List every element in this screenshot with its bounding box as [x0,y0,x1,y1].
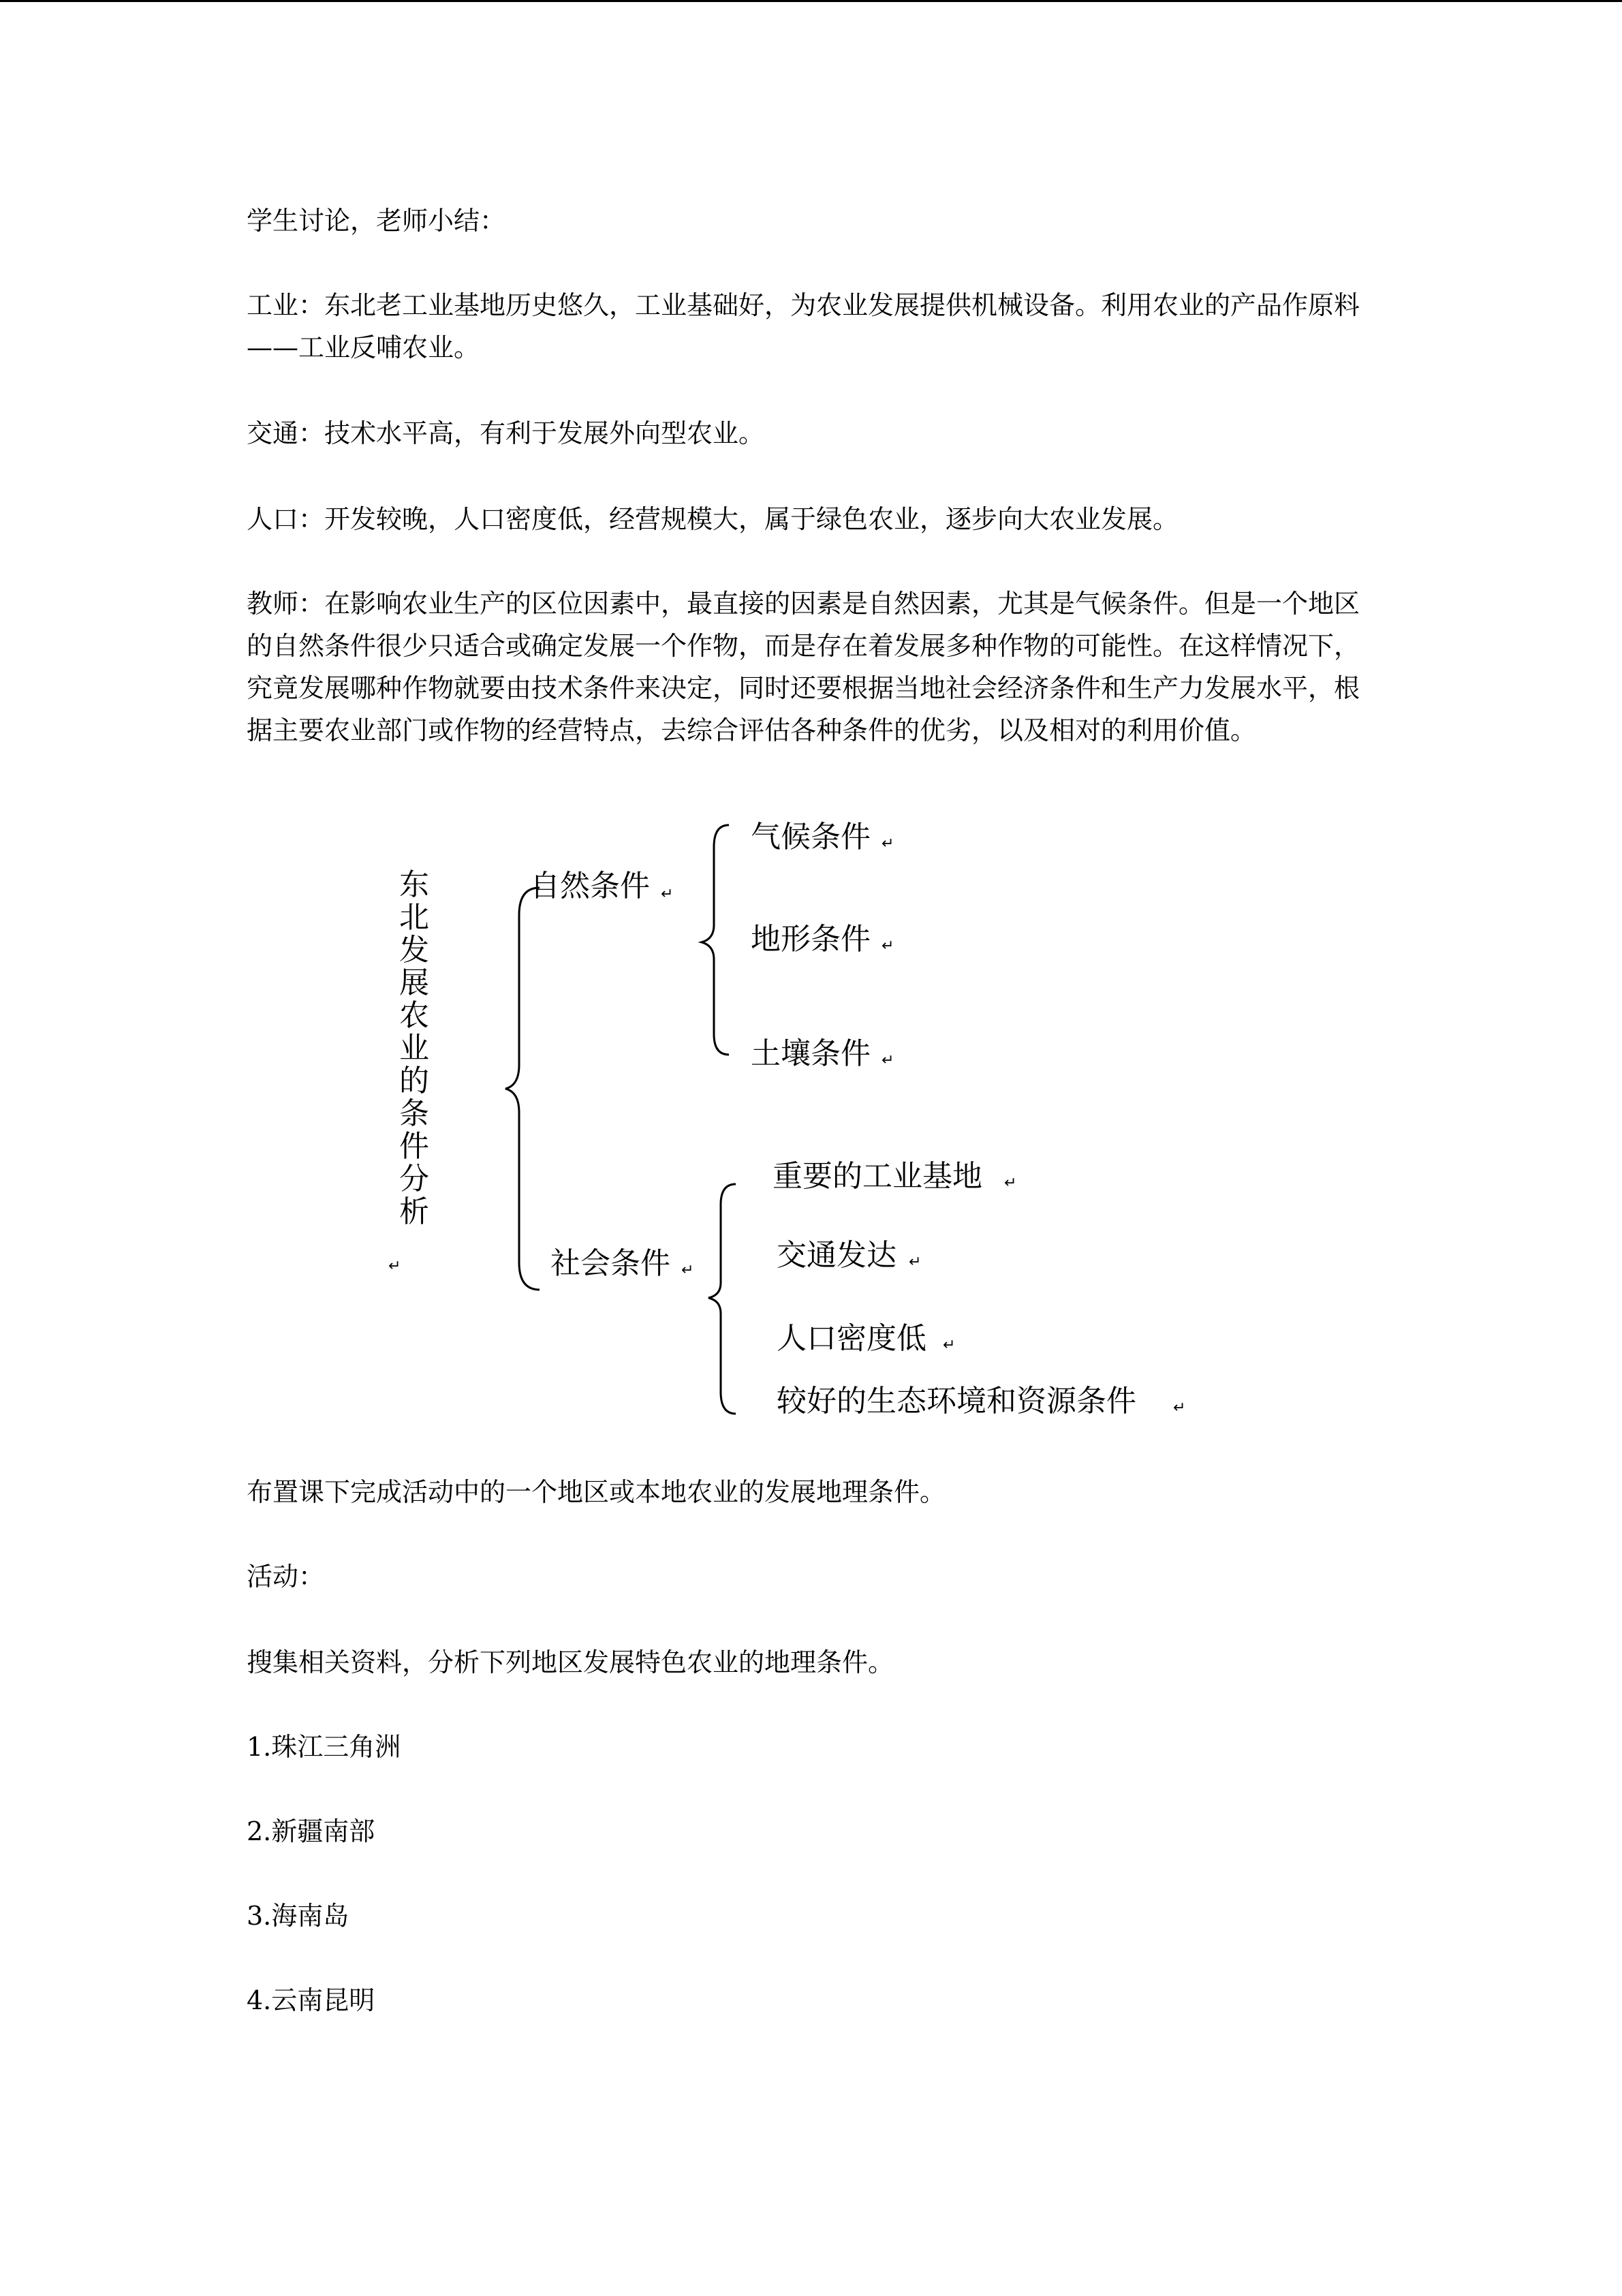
social-item: 重要的工业基地 [773,1159,982,1194]
root-char: 发 [399,933,429,967]
root-char: 件 [399,1129,429,1164]
region-list-item: 1.珠江三角洲 [247,1732,401,1762]
return-mark: ↵ [1004,1175,1017,1192]
transport-paragraph: 交通：技术水平高，有利于发展外向型农业。 [247,418,765,448]
intro-paragraph: 学生讨论，老师小结： [247,206,506,236]
activity-description: 搜集相关资料，分析下列地区发展特色农业的地理条件。 [247,1647,894,1677]
return-mark: ↵ [681,1262,694,1279]
region-list-item: 2.新疆南部 [247,1816,375,1846]
social-brace [708,1184,736,1414]
root-char: 展 [399,965,429,1000]
main-brace [505,888,540,1290]
root-char: 农 [399,998,429,1033]
natural-item: 地形条件 [751,922,871,957]
natural-conditions-label: 自然条件 [530,869,650,903]
social-item: 较好的生态环境和资源条件 [777,1384,1136,1418]
activity-label: 活动： [247,1562,325,1592]
root-char: 析 [399,1194,429,1229]
root-char: 东 [399,867,429,902]
return-mark: ↵ [882,937,894,955]
teacher-paragraph: 教师：在影响农业生产的区位因素中，最直接的因素是自然因素，尤其是气候条件。但是一个地区的自然条件很少只适合或确定发展一个作物，而是存在着发展多种作物的可能性。在这样情况下，究竟发展哪种作物就要由技术条件来决定，同时还要根据当地社会经济条件和生产力发展水平，根据主要农业部门或作物的经营特点，去综合评估各种条件的优劣，以及相对的利用价值。 [247,589,1360,745]
region-list-item: 4.云南昆明 [247,1985,375,2015]
return-mark: ↵ [388,1258,401,1275]
root-char: 条 [399,1096,429,1131]
social-item: 交通发达 [777,1238,896,1273]
industry-paragraph: 工业：东北老工业基地历史悠久，工业基础好，为农业发展提供机械设备。利用农业的产品作原料——工业反哺农业。 [247,290,1360,362]
root-char: 业 [399,1031,429,1066]
region-list-item: 3.海南岛 [247,1901,349,1931]
social-conditions-label: 社会条件 [550,1246,670,1281]
population-paragraph: 人口：开发较晚，人口密度低，经营规模大，属于绿色农业，逐步向大农业发展。 [247,504,1179,534]
root-char: 的 [399,1064,429,1098]
root-char: 分 [399,1162,429,1196]
return-mark: ↵ [1173,1399,1186,1416]
return-mark: ↵ [943,1337,956,1354]
return-mark: ↵ [882,835,894,852]
assignment-paragraph: 布置课下完成活动中的一个地区或本地农业的发展地理条件。 [247,1477,946,1507]
natural-brace [702,825,729,1055]
social-item: 人口密度低 [777,1321,926,1356]
return-mark: ↵ [661,886,674,903]
return-mark: ↵ [909,1254,922,1271]
natural-item: 气候条件 [751,820,871,854]
return-mark: ↵ [882,1052,894,1069]
root-char: 北 [399,900,429,935]
diagram-root-label [399,867,429,1229]
natural-item: 土壤条件 [751,1036,871,1071]
